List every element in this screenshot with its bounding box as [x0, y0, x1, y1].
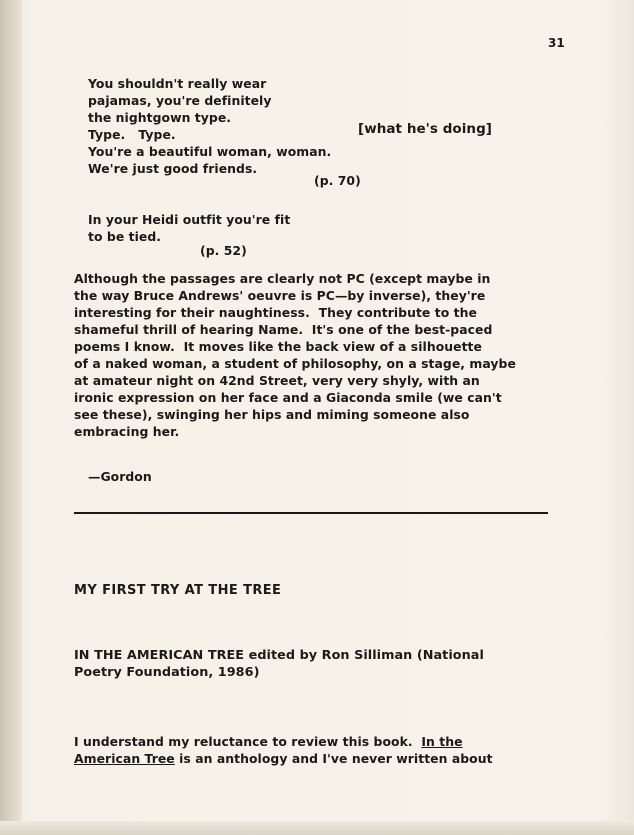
quote-line: pajamas, you're definitely	[88, 93, 272, 108]
page-citation: (p. 52)	[200, 243, 247, 258]
section-title: MY FIRST TRY AT THE TREE	[74, 583, 282, 598]
quote-line: In your Heidi outfit you're fit	[88, 212, 291, 227]
paragraph-line: Although the passages are clearly not PC (except maybe in	[74, 271, 491, 286]
book-citation-line: Poetry Foundation, 1986)	[74, 665, 260, 680]
page-citation: (p. 70)	[314, 173, 361, 188]
review-line	[74, 751, 493, 767]
page-bottom-edge	[0, 821, 634, 835]
quote-line: to be tied.	[88, 229, 162, 244]
paragraph-line: embracing her.	[74, 424, 180, 439]
paragraph-line: of a naked woman, a student of philosophy, on a stage, maybe	[74, 356, 516, 371]
paragraph-line: poems I know. It moves like the back view of a silhouette	[74, 339, 482, 354]
quote-line: We're just good friends.	[88, 161, 258, 176]
book-title-underlined: American Tree	[74, 751, 175, 766]
paragraph-line: the way Bruce Andrews' oeuvre is PC—by inverse), they're	[74, 288, 486, 303]
paragraph-line: interesting for their naughtiness. They contribute to the	[74, 305, 477, 320]
book-citation-line: IN THE AMERICAN TREE edited by Ron Silliman (National	[74, 648, 484, 663]
review-text: I understand my reluctance to review this book.	[74, 734, 422, 749]
author-signature: —Gordon	[88, 469, 152, 484]
paragraph-line: see these), swinging her hips and miming someone also	[74, 407, 470, 422]
stage-direction-bracket: [what he's doing]	[358, 121, 493, 137]
review-text: is an anthology and I've never written about	[174, 751, 493, 766]
paragraph-line: ironic expression on her face and a Giaconda smile (we can't	[74, 390, 502, 405]
review-line	[74, 734, 463, 750]
quote-line: You're a beautiful woman, woman.	[88, 144, 332, 159]
book-spine-shadow	[0, 0, 22, 835]
paragraph-line: shameful thrill of hearing Name. It's one of the best-paced	[74, 322, 493, 337]
quote-line: You shouldn't really wear	[88, 76, 267, 91]
page-number: 31	[548, 36, 565, 50]
section-divider	[74, 512, 548, 514]
quote-line: the nightgown type.	[88, 110, 232, 125]
quote-line: Type. Type.	[88, 127, 176, 142]
book-title-underlined: In the	[421, 734, 463, 749]
paragraph-line: at amateur night on 42nd Street, very very shyly, with an	[74, 373, 480, 388]
